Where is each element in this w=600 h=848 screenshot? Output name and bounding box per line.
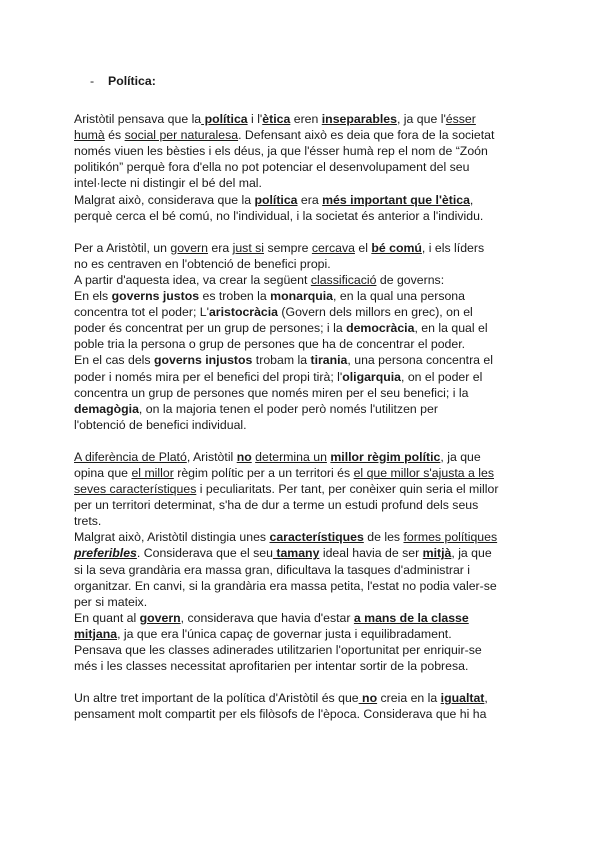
text-run: millor règim polític (330, 449, 441, 464)
text-run: només viuen les bèsties i els déus, ja que l'ésser humà rep el nom de “Zoón (74, 144, 488, 159)
document-body (74, 73, 532, 722)
text-run: opina que (74, 465, 132, 480)
paragraph (74, 449, 532, 674)
text-line (74, 369, 532, 385)
text-run: humà (74, 128, 105, 143)
text-run: poder i només mira per el benefici del propi tirà; l' (74, 369, 343, 384)
list-bullet: - (90, 74, 95, 88)
text-run: més important que l'ètica (322, 192, 470, 207)
text-line (74, 594, 532, 610)
text-line (74, 417, 532, 433)
text-line (74, 578, 532, 594)
text-line (74, 175, 532, 191)
text-run: no (236, 449, 252, 464)
text-line (74, 513, 532, 529)
text-run: no es centraven en l'obtenció de benefici propi. (74, 256, 331, 271)
text-line (74, 288, 532, 304)
text-run: eren (290, 112, 322, 127)
text-line (74, 449, 532, 465)
text-run: més i les classes necessitat aprofitarien per intentar sortir de la pobresa. (74, 659, 469, 674)
text-run: formes polítiques (403, 530, 498, 545)
text-run: , considerava que havia d'estar (180, 610, 354, 625)
text-line (74, 610, 532, 626)
text-run: , en la qual una persona (333, 289, 465, 304)
text-run: el que millor s'ajusta a les (353, 465, 494, 480)
text-run: per un territori determinat, s'ha de dur a terme un estudi profund dels seus (74, 498, 479, 513)
text-run: concentra un grup de persones que només miren per el seu benefici; i la (74, 385, 469, 400)
text-run: determina un (255, 449, 327, 464)
text-run: Pensava que les classes adinerades utilitzarien l'oportunitat per enriquir-se (74, 643, 482, 657)
text-run: , ja que (440, 449, 481, 464)
text-run: En els (74, 289, 112, 304)
text-run: govern (170, 240, 208, 255)
text-run: , (469, 192, 474, 207)
text-run: trets. (74, 514, 102, 529)
text-run: règim polític per a un territori és (173, 465, 354, 480)
text-line (74, 658, 532, 674)
text-run: tirania (310, 353, 348, 368)
text-run: mitjana (74, 626, 118, 641)
text-run: , on el poder el (401, 369, 483, 384)
text-run: política (254, 192, 298, 207)
text-run: poder és concentrat per un grup de persones; i la (74, 321, 347, 336)
text-run: cercava (311, 240, 355, 255)
text-run: A diferència de Plató (74, 449, 187, 464)
paragraph-gap (74, 674, 532, 690)
text-run: . Considerava que el seu (136, 546, 273, 561)
text-run: classificació (310, 272, 377, 287)
text-line (74, 626, 532, 642)
text-run: igualtat (440, 691, 485, 706)
text-run: seves característiques (74, 482, 197, 497)
text-run: En el cas dels (74, 353, 154, 368)
text-run: era (297, 192, 323, 207)
text-run: social per naturalesa (124, 128, 239, 143)
text-run: perquè cerca el bé comú, no l'individual, i la societat és anterior a l'individu. (74, 208, 484, 223)
text-run: no (358, 691, 378, 706)
text-run: sempre (264, 240, 312, 255)
text-run: poble tria la persona o grup de persones que ha de concentrar el poder. (74, 337, 466, 352)
text-run: inseparables (321, 112, 397, 127)
text-run: democràcia (346, 321, 415, 336)
text-run: preferibles (74, 546, 137, 561)
paragraph-gap (74, 224, 532, 240)
text-line (74, 240, 532, 256)
paragraph (74, 111, 532, 224)
text-run: i peculiaritats. Per tant, per conèixer quin seria el millor (196, 482, 499, 497)
text-run: demagògia (74, 401, 139, 416)
text-run: organitzar. En canvi, si la grandària era massa petita, l'estat no podia valer-se (74, 578, 497, 593)
text-run: Malgrat això, Aristòtil distingia unes (74, 530, 270, 545)
section-title: Política: (108, 74, 156, 88)
text-line (74, 642, 532, 658)
text-run: pensament molt compartit per els filòsofs de l'època. Considerava que hi ha (74, 707, 487, 722)
text-line (74, 529, 532, 545)
text-run: En quant al (74, 610, 140, 625)
text-run: mitjà (422, 546, 452, 561)
text-run: bé comú (371, 240, 422, 255)
text-run: tamany (272, 546, 320, 561)
text-line (74, 690, 532, 706)
text-line (74, 272, 532, 288)
text-run: Per a Aristòtil, un (74, 240, 171, 255)
text-run: (Govern dels millors en grec), on el (278, 305, 473, 320)
text-line (74, 465, 532, 481)
paragraph (74, 690, 532, 722)
text-line (74, 481, 532, 497)
paragraph-gap (74, 89, 532, 111)
text-run: . Defensant això es deia que fora de la societat (238, 128, 495, 143)
text-line (74, 562, 532, 578)
text-run: ètica (262, 112, 291, 127)
text-run: característiques (269, 530, 364, 545)
text-run: a mans de la classe (353, 610, 469, 625)
text-line (74, 256, 532, 272)
text-line (74, 143, 532, 159)
text-line (74, 545, 532, 561)
text-run: , ja que (451, 546, 492, 561)
text-line (74, 706, 532, 722)
text-run: trobam la (252, 353, 311, 368)
text-run: governs justos (111, 289, 200, 304)
text-run: governs injustos (153, 353, 253, 368)
text-run: , Aristòtil (186, 449, 237, 464)
text-run: política (201, 112, 248, 127)
text-line (74, 401, 532, 417)
text-run: A partir d'aquesta idea, va crear la següent (74, 272, 311, 287)
text-line (74, 385, 532, 401)
text-line (74, 304, 532, 320)
text-run: Malgrat això, considerava que la (74, 192, 255, 207)
text-line (74, 336, 532, 352)
text-run: Un altre tret important de la política d'Aristòtil és que (74, 691, 359, 706)
text-line (74, 208, 532, 224)
text-run: es troben la (199, 289, 271, 304)
text-line (74, 192, 532, 208)
text-run: si la seva grandària era massa gran, dificultava la tasques d'administrar i (74, 562, 471, 577)
text-line (74, 497, 532, 513)
text-run: , on la majoria tenen el poder però només l'utilitzen per (138, 401, 438, 416)
text-run: i l' (247, 112, 263, 127)
text-run: Aristòtil pensava que la (74, 112, 202, 127)
text-run: aristocràcia (208, 305, 279, 320)
text-run: govern (139, 610, 181, 625)
text-run: , ja que l' (396, 112, 446, 127)
text-run: de les (363, 530, 404, 545)
text-line (74, 111, 532, 127)
text-run: el (354, 240, 372, 255)
text-run: l'obtenció de benefici individual. (74, 417, 247, 432)
text-run: ésser (445, 112, 476, 127)
text-run: , (484, 691, 488, 706)
paragraph-gap (74, 433, 532, 449)
text-run: concentra tot el poder; L' (74, 305, 209, 320)
text-run: , una persona concentra el (347, 353, 494, 368)
text-run: intel·lecte ni distingir el bé del mal. (74, 176, 262, 191)
text-run: oligarquia (342, 369, 401, 384)
text-line (74, 352, 532, 368)
text-line (74, 320, 532, 336)
text-run: , en la qual el (414, 321, 488, 336)
text-run: el millor (131, 465, 174, 480)
section-heading (74, 73, 532, 89)
text-run: just si (232, 240, 265, 255)
paragraph (74, 240, 532, 433)
text-run: politikón” perquè fora d'ella no pot potenciar el desenvolupament del seu (74, 160, 470, 175)
text-run: era (207, 240, 233, 255)
text-run: , ja que era l'única capaç de governar justa i equilibradament. (117, 626, 452, 641)
text-run: , i els líders (421, 240, 485, 255)
text-run: ideal havia de ser (319, 546, 423, 561)
text-line (74, 127, 532, 143)
text-run: monarquia (270, 289, 334, 304)
text-run: per si mateix. (74, 594, 148, 609)
text-line (74, 159, 532, 175)
text-run: és (104, 128, 125, 143)
text-run: creia en la (377, 691, 441, 706)
text-run: de governs: (376, 272, 445, 287)
